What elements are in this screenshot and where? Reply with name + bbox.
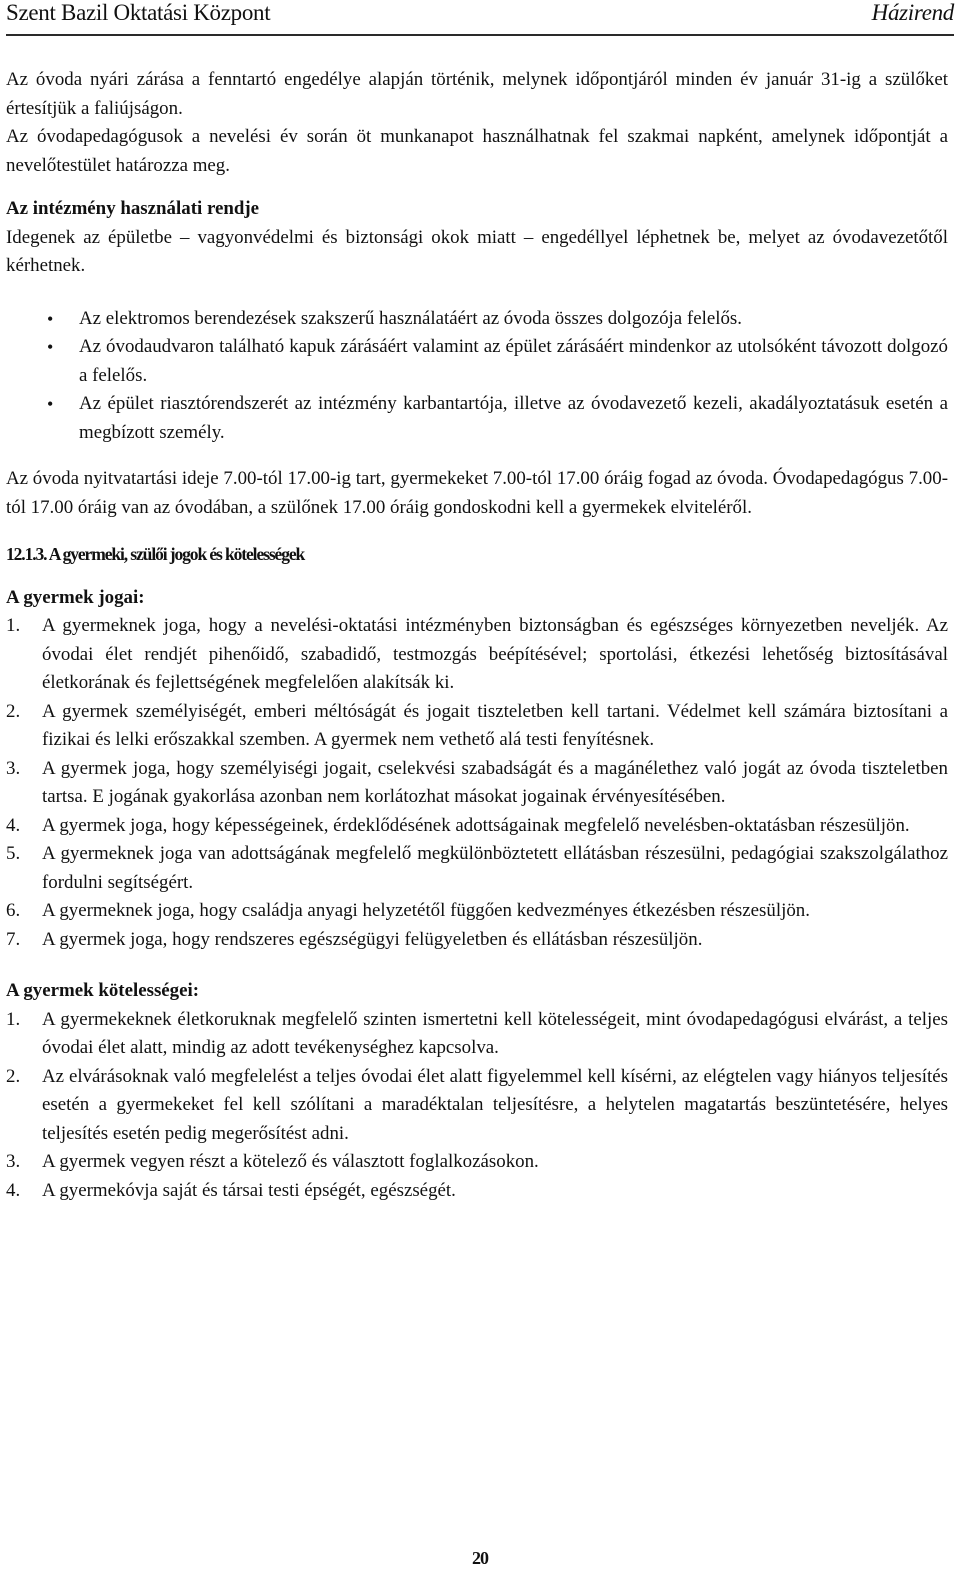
list-number: 1. [6, 615, 21, 636]
list-number: 6. [6, 900, 21, 921]
duties-heading: A gyermek kötelességei: [6, 980, 200, 1001]
page-number: 20 [472, 1548, 488, 1568]
list-number: 1. [6, 1008, 21, 1030]
list-text: A gyermek joga, hogy rendszeres egészségügyi felügyeletben és ellátásban részesüljön. [42, 928, 703, 950]
list-item [6, 1063, 948, 1149]
usage-heading: Az intézmény használati rendje [6, 198, 260, 219]
list-item [6, 1177, 948, 1206]
list-item [6, 612, 948, 698]
document-body [6, 66, 948, 1205]
rights-list [6, 612, 948, 954]
bullet-item: • Az épület riasztórendszerét az intézmény karbantartója, illetve az óvodavezető kezeli, akadályoztatásuk esetén a megbízott személy. [6, 390, 948, 447]
list-number: 3. [6, 1151, 21, 1172]
list-item [6, 926, 948, 955]
bullet-item: • Az óvodaudvaron található kapuk zárásáért valamint az épület zárásáért mindenkor az utolsóként távozott dolgozó a felelős. [6, 333, 948, 390]
list-item [6, 755, 948, 812]
section-title: 12.1.3. A gyermeki, szülői jogok és kötelességek [6, 544, 305, 564]
list-text: A gyermek joga, hogy képességeinek, érdeklődésének adottságainak megfelelő nevelésben-oktatásban részesüljön. [42, 814, 910, 836]
usage-bullet-list [6, 305, 948, 448]
list-item [6, 897, 948, 926]
list-item [6, 698, 948, 755]
list-item [6, 1006, 948, 1063]
page-header [6, 0, 954, 36]
list-text: A gyermek személyiségét, emberi méltóságát és jogait tiszteletben kell tartani. Védelmet kell számára biztosítani a fizikai és lelki erőszakkal szemben. A gyermek nem vethető alá testi fenyítésnek. [42, 700, 948, 750]
intro-paragraph-summer-closure: Az óvoda nyári zárása a fenntartó engedélye alapján történik, melynek időpontjáról minden év január 31-ig a szülőket értesítjük a faliújságon. [6, 69, 948, 119]
list-text: Az elvárásoknak való megfelelést a teljes óvodai élet alatt figyelemmel kell kísérni, az elégtelen vagy hiányos teljesítés esetén a gyermekeket fel kell szólítani a maradéktalan teljesítésre, a helytelen magatartás beszüntetésére, helyes teljesítés esetén pedig megerősítést adni. [42, 1065, 948, 1144]
opening-hours-paragraph: Az óvoda nyitvatartási ideje 7.00-tól 17.00-ig tart, gyermekeket 7.00-tól 17.00 óráig fogad az óvoda. Óvodapedagógus 7.00-tól 17.00 óráig van az óvodában, a szülőnek 17.00 óráig gondoskodni kell a gyermekek elviteléről. [6, 468, 948, 518]
list-item [6, 840, 948, 897]
list-number: 7. [6, 928, 21, 950]
list-number: 5. [6, 843, 21, 864]
intro-paragraph-professional-days: Az óvodapedagógusok a nevelési év során öt munkanapot használhatnak fel szakmai napként, amelynek időpontját a nevelőtestület határozza meg. [6, 126, 948, 176]
list-item [6, 812, 948, 841]
duties-list [6, 1006, 948, 1206]
list-text: A gyermekóvja saját és társai testi épségét, egészségét. [42, 1179, 456, 1201]
usage-paragraph: Idegenek az épületbe – vagyonvédelmi és biztonsági okok miatt – engedéllyel léphetnek be, melyet az óvodavezetőtől kérhetnek. [6, 226, 948, 276]
list-number: 2. [6, 700, 21, 722]
list-text: A gyermeknek joga, hogy a nevelési-oktatási intézményben biztonságban és egészséges környezetben neveljék. Az óvodai élet rendjét pihenőidő, szabadidő, testmozgás beépítésével; sportolási, étkezési lehetőség biztosításával életkorának és fejlettségének megfelelően alakítsák ki. [42, 615, 948, 693]
bullet-item: • Az elektromos berendezések szakszerű használatáért az óvoda összes dolgozója felelős. [6, 305, 948, 334]
list-text: A gyermekeknek életkoruknak megfelelő szinten ismertetni kell kötelességeit, mint óvodapedagógusi elvárást, a teljes óvodai élet alatt, mindig az adott tevékenységhez kapcsolva. [42, 1008, 948, 1058]
list-text: A gyermek vegyen részt a kötelező és választott foglalkozásokon. [42, 1151, 539, 1172]
list-number: 4. [6, 814, 21, 836]
list-item [6, 1148, 948, 1177]
header-document-title: Házirend [871, 0, 954, 25]
list-text: A gyermeknek joga, hogy családja anyagi helyzetétől függően kedvezményes étkezésben részesüljön. [42, 900, 810, 921]
list-text: A gyermek joga, hogy személyiségi jogait, cselekvési szabadságát és a magánélethez való jogát az óvoda tiszteletben tartsa. E jogának gyakorlása azonban nem korlátozhat másokat jogainak érvényesítésében. [42, 757, 948, 807]
list-number: 3. [6, 757, 21, 779]
rights-heading: A gyermek jogai: [6, 586, 145, 608]
header-org-name: Szent Bazil Oktatási Központ [6, 0, 271, 25]
list-number: 2. [6, 1065, 21, 1087]
list-number: 4. [6, 1179, 21, 1201]
list-text: A gyermeknek joga van adottságának megfelelő megkülönböztetett ellátásban részesülni, pedagógiai szakszolgálathoz fordulni segítségért. [42, 843, 948, 893]
